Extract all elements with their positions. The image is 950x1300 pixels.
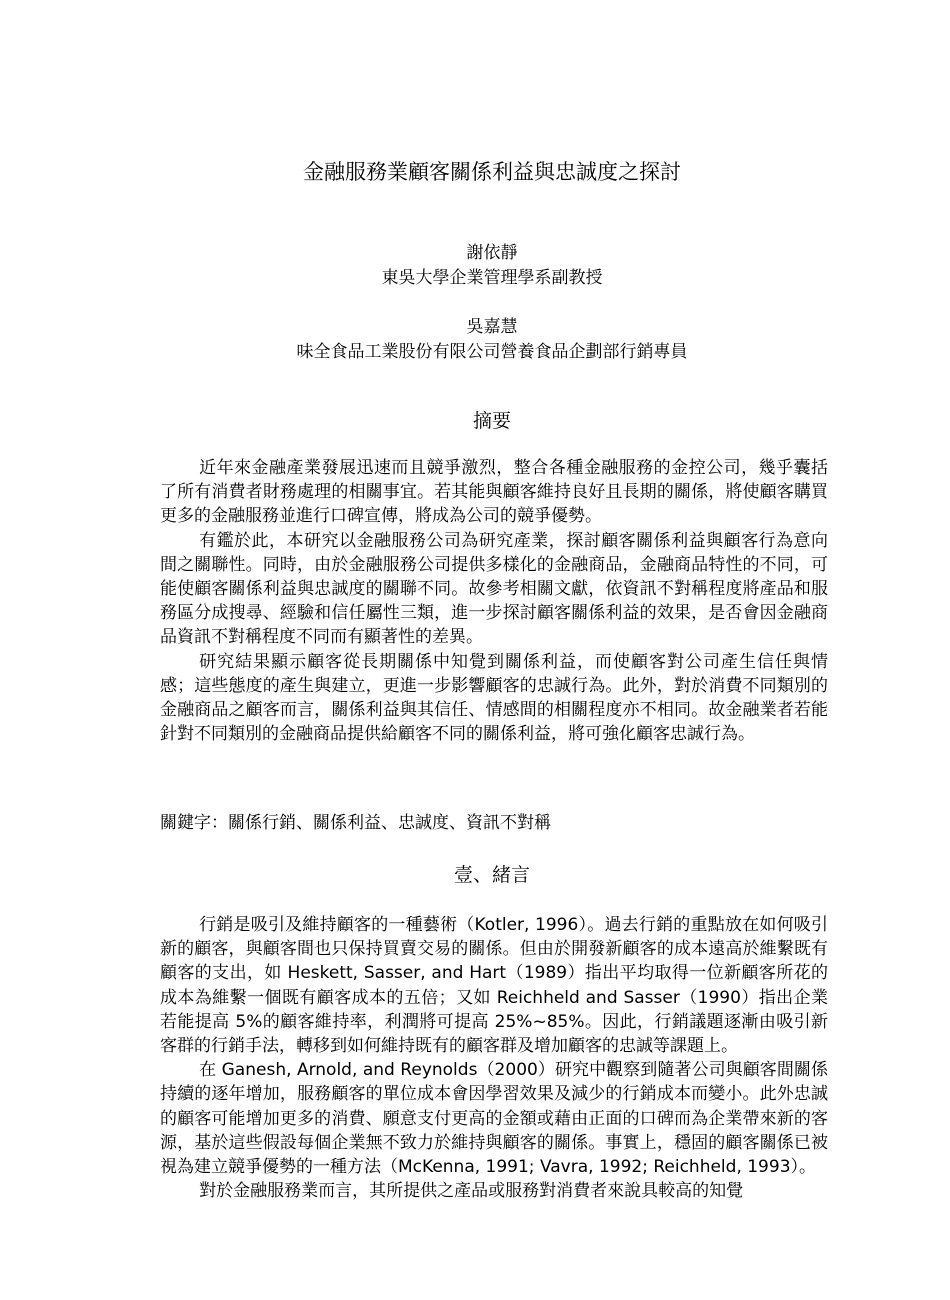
abstract-paragraph: 研究結果顯示顧客從長期關係中知覺到關係利益，而使顧客對公司產生信任與情感；這些態度的產生與建立，更進一步影響顧客的忠誠行為。此外，對於消費不同類別的金融商品之顧客而言，關係利益與其信任、情感間的相關程度亦不相同。故金融業者若能針對不同類別的金融商品提供給顧客不同的關係利益，將可強化顧客忠誠行為。 bbox=[160, 651, 828, 745]
author-affiliation: 東吳大學企業管理學系副教授 bbox=[381, 268, 603, 288]
author-name: 吳嘉慧 bbox=[466, 317, 518, 337]
abstract-body bbox=[160, 456, 828, 746]
abstract-paragraph: 近年來金融產業發展迅速而且競爭激烈，整合各種金融服務的金控公司，幾乎囊括了所有消費者財務處理的相關事宜。若其能與顧客維持良好且長期的關係，將使顧客購買更多的金融服務並進行口碑宣傳，將成為公司的競爭優勢。 bbox=[160, 458, 828, 527]
abstract-heading: 摘要 bbox=[472, 410, 511, 432]
introduction-paragraph: 對於金融服務業而言，其所提供之產品或服務對消費者來說具較高的知覺 bbox=[199, 1181, 744, 1202]
introduction-paragraph: 行銷是吸引及維持顧客的一種藝術（Kotler, 1996）。過去行銷的重點放在如何吸引新的顧客，與顧客間也只保持買賣交易的關係。但由於開發新顧客的成本遠高於維繫既有顧客的支出，如 Heskett, Sasser, and Hart（1989）指出平均取得一位新顧客所花的成本為維繫一個既有顧客成本的五倍；又如 Reichheld and Sasser（1990）指出企業若能提高 5%的顧客維持率，利潤將可提高 25%~85%。因此，行銷議題逐漸由吸引新客群的行銷手法，轉移到如何維持既有的顧客群及增加顧客的忠誠等課題上。 bbox=[160, 915, 828, 1057]
author-block-2 bbox=[0, 315, 950, 365]
introduction-paragraph: 在 Ganesh, Arnold, and Reynolds（2000）研究中觀察到隨著公司與顧客間關係持續的逐年增加，服務顧客的單位成本會因學習效果及減少的行銷成本而變小。此外忠誠的顧客可能增加更多的消費、願意支付更高的金額或藉由正面的口碑而為企業帶來新的客源，基於這些假設每個企業無不致力於維持與顧客的關係。事實上，穩固的顧客關係已被視為建立競爭優勢的一種方法（McKenna, 1991; Vavra, 1992; Reichheld, 1993）。 bbox=[160, 1060, 828, 1178]
paper-title: 金融服務業顧客關係利益與忠誠度之探討 bbox=[303, 160, 681, 184]
author-name: 謝依靜 bbox=[466, 243, 518, 263]
author-block-1 bbox=[0, 241, 950, 291]
introduction-body bbox=[160, 913, 828, 1203]
introduction-heading: 壹、緒言 bbox=[453, 864, 530, 886]
keywords-line: 關鍵字：關係行銷、關係利益、忠誠度、資訊不對稱 bbox=[160, 813, 551, 833]
author-affiliation: 味全食品工業股份有限公司營養食品企劃部行銷專員 bbox=[296, 342, 688, 362]
abstract-paragraph: 有鑑於此，本研究以金融服務公司為研究產業，探討顧客關係利益與顧客行為意向間之關聯性。同時，由於金融服務公司提供多樣化的金融商品，金融商品特性的不同，可能使顧客關係利益與忠誠度的關聯不同。故參考相關文獻，依資訊不對稱程度將產品和服務區分成搜尋、經驗和信任屬性三類，進一步探討顧客關係利益的效果，是否會因金融商品資訊不對稱程度不同而有顯著性的差異。 bbox=[160, 530, 828, 648]
